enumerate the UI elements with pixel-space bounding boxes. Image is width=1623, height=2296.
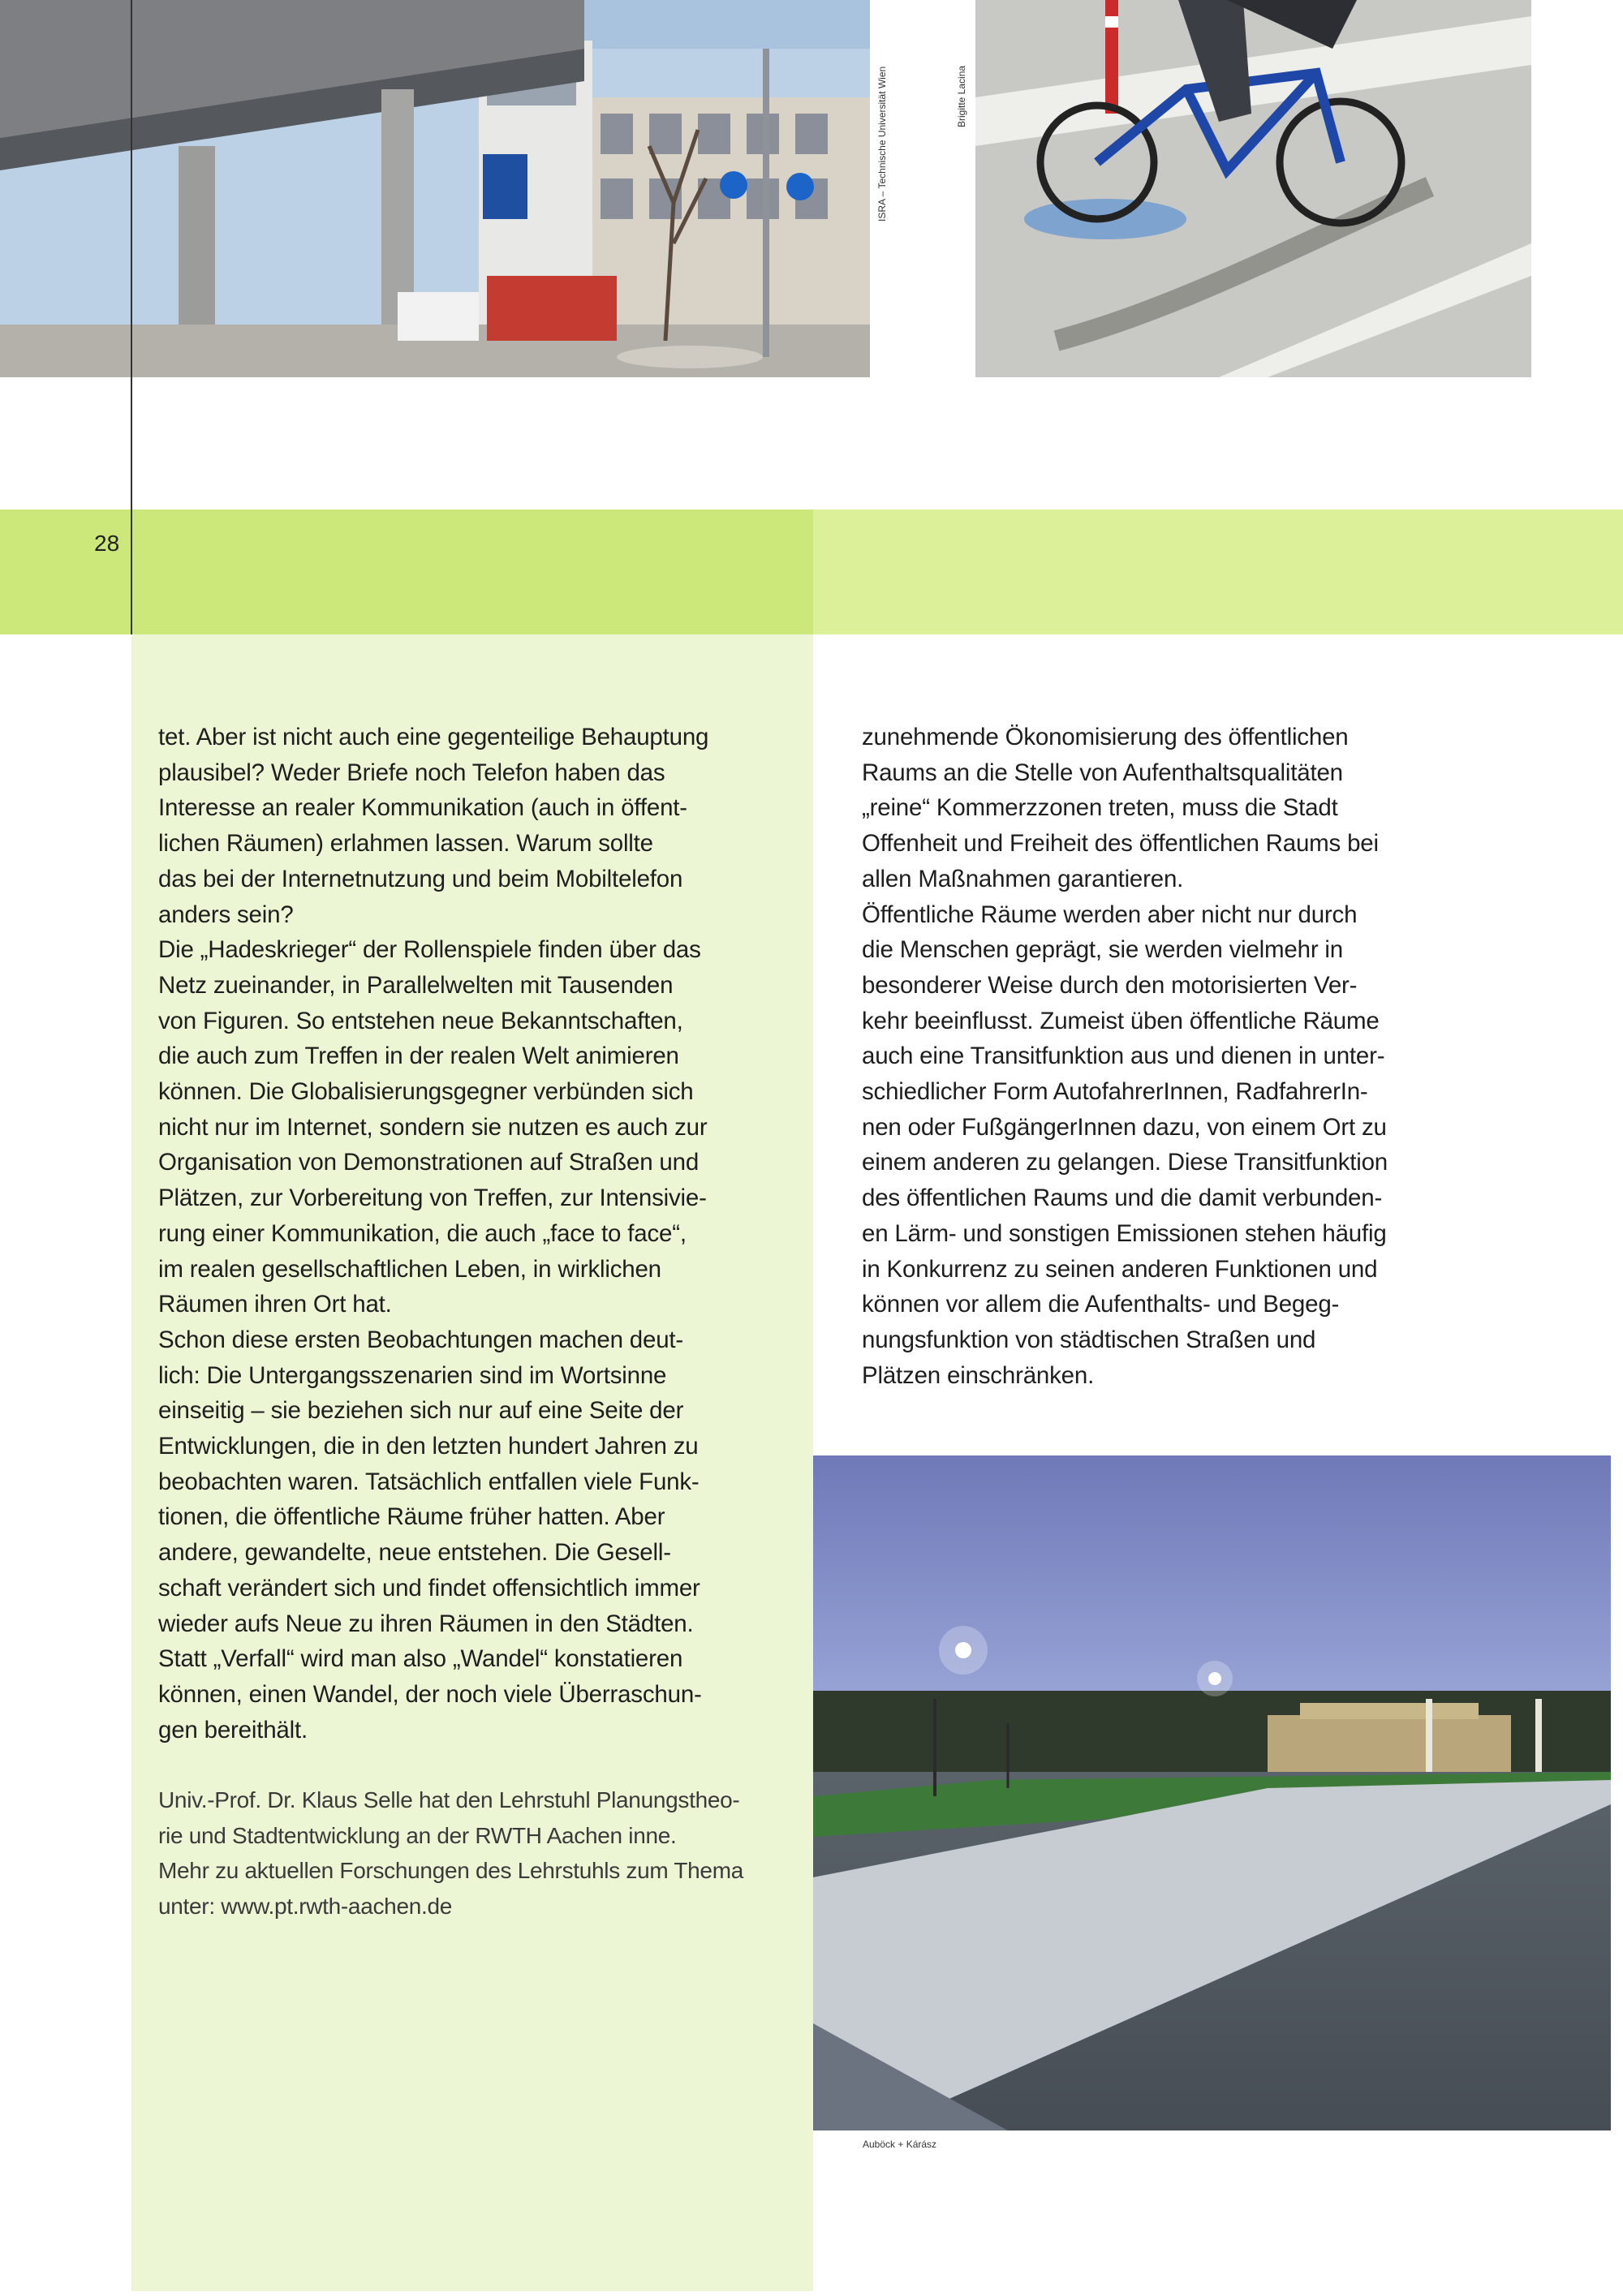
- photo-credit-isra: ISRA – Technische Universität Wien: [876, 66, 888, 221]
- bio-line: rie und Stadtentwicklung an der RWTH Aachen inne.: [158, 1822, 677, 1848]
- text-line: Interesse an realer Kommunikation (auch in öffent-: [158, 794, 687, 822]
- text-line: allen Maßnahmen garantieren.: [862, 865, 1184, 892]
- text-line: Plätzen, zur Vorbereitung von Treffen, zur Intensivie-: [158, 1185, 707, 1212]
- text-line: das bei der Internetnutzung und beim Mobiltelefon: [158, 865, 683, 892]
- text-line: schiedlicher Form AutofahrerInnen, RadfahrerIn-: [862, 1078, 1368, 1106]
- text-line: Öffentliche Räume werden aber nicht nur durch: [862, 901, 1358, 928]
- left-column-text: [158, 720, 799, 1748]
- photo-credit-lacina: Brigitte Lacina: [956, 65, 967, 127]
- bio-line: Univ.-Prof. Dr. Klaus Selle hat den Lehrstuhl Planungstheo-: [158, 1787, 740, 1812]
- text-line: in Konkurrenz zu seinen anderen Funktionen und: [862, 1255, 1378, 1283]
- text-line: einem anderen zu gelangen. Diese Transitfunktion: [862, 1149, 1388, 1176]
- text-line: Raums an die Stelle von Aufenthaltsqualitäten: [862, 759, 1343, 786]
- text-line: lich: Die Untergangsszenarien sind im Wortsinne: [158, 1361, 667, 1389]
- text-line: einseitig – sie beziehen sich nur auf eine Seite der: [158, 1397, 684, 1425]
- text-line: nicht nur im Internet, sondern sie nutzen es auch zur: [158, 1113, 708, 1141]
- text-line: tet. Aber ist nicht auch eine gegenteilige Behauptung: [158, 724, 709, 750]
- text-line: besonderer Weise durch den motorisierten Ver-: [862, 971, 1358, 999]
- text-line: andere, gewandelte, neue entstehen. Die Gesell-: [158, 1539, 671, 1567]
- text-line: tionen, die öffentliche Räume früher hatten. Aber: [158, 1503, 665, 1531]
- text-line: Entwicklungen, die in den letzten hundert Jahren zu: [158, 1433, 699, 1460]
- text-line: können, einen Wandel, der noch viele Überraschun-: [158, 1680, 702, 1708]
- author-bio: [158, 1782, 799, 1924]
- text-line: wieder aufs Neue zu ihren Räumen in den Städten.: [158, 1610, 694, 1637]
- right-column-text: [862, 720, 1576, 1393]
- text-line: Räumen ihren Ort hat.: [158, 1291, 392, 1318]
- text-line: im realen gesellschaftlichen Leben, in wirklichen: [158, 1255, 661, 1283]
- photo-credit-auboeck: Auböck + Kárász: [863, 2139, 937, 2150]
- text-line: Die „Hadeskrieger“ der Rollenspiele finden über das: [158, 936, 701, 964]
- text-line: von Figuren. So entstehen neue Bekanntschaften,: [158, 1007, 683, 1034]
- text-line: nungsfunktion von städtischen Straßen und: [862, 1326, 1316, 1353]
- photo-cyclist: [975, 0, 1531, 377]
- text-line: können vor allem die Aufenthalts- und Begeg-: [862, 1291, 1340, 1318]
- text-line: en Lärm- und sonstigen Emissionen stehen häufig: [862, 1219, 1387, 1247]
- vertical-rule: [131, 0, 132, 634]
- text-line: schaft verändert sich und findet offensichtlich immer: [158, 1574, 700, 1602]
- text-line: die auch zum Treffen in der realen Welt animieren: [158, 1043, 679, 1070]
- text-line: Statt „Verfall“ wird man also „Wandel“ konstatieren: [158, 1645, 683, 1673]
- bio-line: unter: www.pt.rwth-aachen.de: [158, 1894, 453, 1920]
- text-line: Offenheit und Freiheit des öffentlichen Raums bei: [862, 830, 1379, 858]
- text-line: zunehmende Ökonomisierung des öffentlichen: [862, 724, 1349, 750]
- text-line: gen bereithält.: [158, 1716, 308, 1743]
- text-line: kehr beeinflusst. Zumeist üben öffentliche Räume: [862, 1007, 1380, 1034]
- bio-line: Mehr zu aktuellen Forschungen des Lehrstuhls zum Thema: [158, 1858, 744, 1884]
- text-line: Netz zueinander, in Parallelwelten mit Tausenden: [158, 971, 674, 999]
- text-line: Plätzen einschränken.: [862, 1361, 1095, 1389]
- page-number: 28: [94, 531, 120, 556]
- text-line: rung einer Kommunikation, die auch „face to face“,: [158, 1219, 687, 1247]
- text-line: können. Die Globalisierungsgegner verbünden sich: [158, 1078, 694, 1106]
- text-line: nen oder FußgängerInnen dazu, von einem Ort zu: [862, 1113, 1387, 1141]
- text-line: anders sein?: [158, 901, 294, 928]
- text-line: die Menschen geprägt, sie werden vielmehr in: [862, 936, 1343, 964]
- header-band-light: [813, 510, 1623, 634]
- photo-plaza-dusk: [813, 1455, 1611, 2130]
- text-line: „reine“ Kommerzzonen treten, muss die Stadt: [862, 794, 1338, 822]
- text-line: plausibel? Weder Briefe noch Telefon haben das: [158, 759, 665, 786]
- text-line: lichen Räumen) erlahmen lassen. Warum sollte: [158, 830, 653, 858]
- text-line: des öffentlichen Raums und die damit verbunden-: [862, 1185, 1383, 1212]
- text-line: beobachten waren. Tatsächlich entfallen viele Funk-: [158, 1468, 700, 1495]
- text-line: Schon diese ersten Beobachtungen machen deut-: [158, 1326, 684, 1353]
- header-band-dark: [0, 510, 813, 634]
- text-line: Organisation von Demonstrationen auf Straßen und: [158, 1149, 700, 1176]
- text-line: auch eine Transitfunktion aus und dienen in unter-: [862, 1043, 1385, 1070]
